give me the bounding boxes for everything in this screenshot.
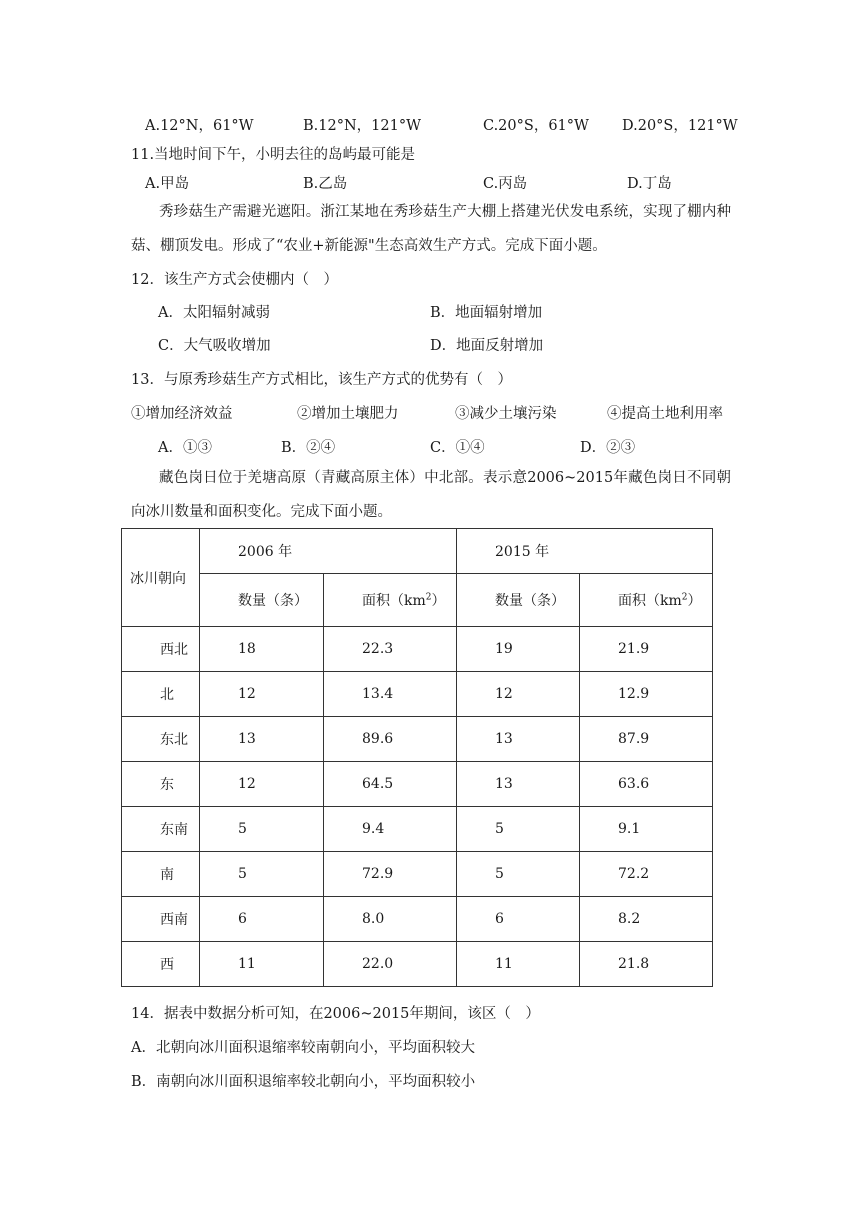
q10-option-d: D.20°S，121°W (622, 118, 738, 134)
area-2006-cell: 8.0 (324, 897, 457, 942)
area-2015-cell: 8.2 (580, 897, 713, 942)
direction-cell: 东南 (122, 807, 200, 852)
table-row (122, 717, 713, 762)
area-2015-cell: 87.9 (580, 717, 713, 762)
passage-mushroom: 秀珍菇生产需避光遮阳。浙江某地在秀珍菇生产大棚上搭建光伏发电系统，实现了棚内种菇、棚顶发电。形成了“农业+新能源"生态高效生产方式。完成下面小题。 (131, 204, 731, 254)
area-2015-cell: 72.2 (580, 852, 713, 897)
q13-option-c: C．①④ (430, 440, 485, 456)
table-year-2015: 2015 年 (457, 529, 713, 574)
area-2015-cell: 63.6 (580, 762, 713, 807)
header-area-2006: 面积$(km^2)$ (324, 574, 457, 627)
table-row (122, 762, 713, 807)
table-row (122, 807, 713, 852)
q13-stem: 13．与原秀珍菇生产方式相比，该生产方式的优势有（ ） (131, 372, 512, 388)
area-2006-cell: 22.0 (324, 942, 457, 987)
direction-cell: 西南 (122, 897, 200, 942)
count-2015-cell: 13 (457, 762, 580, 807)
table-body (122, 627, 713, 987)
area-2006-cell: 22.3 (324, 627, 457, 672)
passage-glacier: 藏色岗日位于羌塘高原（青藏高原主体）中北部。表示意2006~2015年藏色岗日不同朝向冰川数量和面积变化。完成下面小题。 (131, 470, 731, 520)
q11-option-d: D.丁岛 (627, 176, 672, 192)
q13-option-a: A．①③ (158, 440, 212, 456)
header-count-2006: 数量（条） (200, 574, 324, 627)
q10-option-c: C.20°S，61°W (483, 118, 589, 134)
count-2015-cell: 6 (457, 897, 580, 942)
q13-item-4: ④提高土地利用率 (607, 406, 723, 422)
count-2006-cell: 12 (200, 762, 324, 807)
count-2015-cell: 13 (457, 717, 580, 762)
q13-option-d: D．②③ (580, 440, 636, 456)
q13-option-b: B．②④ (281, 440, 336, 456)
count-2006-cell: 11 (200, 942, 324, 987)
count-2006-cell: 13 (200, 717, 324, 762)
direction-cell: 东北 (122, 717, 200, 762)
q10-option-b: B.12°N，121°W (303, 118, 421, 134)
area-2006-cell: 72.9 (324, 852, 457, 897)
count-2015-cell: 5 (457, 852, 580, 897)
count-2006-cell: 6 (200, 897, 324, 942)
count-2006-cell: 5 (200, 852, 324, 897)
q12-option-a: A．太阳辐射减弱 (158, 305, 270, 321)
table-row (122, 627, 713, 672)
q12-option-b: B．地面辐射增加 (430, 305, 543, 321)
table-corner-header: 冰川朝向 (122, 529, 200, 627)
count-2015-cell: 12 (457, 672, 580, 717)
q12-option-c: C．大气吸收增加 (158, 338, 271, 354)
q13-item-3: ③减少土壤污染 (455, 406, 557, 422)
q12-option-d: D．地面反射增加 (430, 338, 544, 354)
count-2006-cell: 12 (200, 672, 324, 717)
area-2006-cell: 89.6 (324, 717, 457, 762)
q11-stem: 11.当地时间下午，小明去往的岛屿最可能是 (131, 147, 416, 163)
area-2015-cell: 21.8 (580, 942, 713, 987)
header-count-2015: 数量（条） (457, 574, 580, 627)
direction-cell: 南 (122, 852, 200, 897)
area-2006-cell: 9.4 (324, 807, 457, 852)
table-row (122, 897, 713, 942)
area-2006-cell: 64.5 (324, 762, 457, 807)
table-year-2006: 2006 年 (200, 529, 457, 574)
direction-cell: 西 (122, 942, 200, 987)
area-2015-cell: 21.9 (580, 627, 713, 672)
count-2015-cell: 5 (457, 807, 580, 852)
direction-cell: 北 (122, 672, 200, 717)
q11-option-c: C.丙岛 (483, 176, 528, 192)
q12-stem: 12．该生产方式会使棚内（ ） (131, 272, 338, 288)
direction-cell: 西北 (122, 627, 200, 672)
q14-option-b: B．南朝向冰川面积退缩率较北朝向小，平均面积较小 (131, 1074, 476, 1090)
count-2006-cell: 5 (200, 807, 324, 852)
q14-stem: 14．据表中数据分析可知，在2006~2015年期间，该区（ ） (131, 1006, 540, 1022)
q13-item-2: ②增加土壤肥力 (297, 406, 399, 422)
area-2006-cell: 13.4 (324, 672, 457, 717)
count-2006-cell: 18 (200, 627, 324, 672)
table-row (122, 672, 713, 717)
q11-option-a: A.甲岛 (145, 176, 190, 192)
table-row (122, 942, 713, 987)
q10-option-a: A.12°N，61°W (145, 118, 254, 134)
area-2015-cell: 9.1 (580, 807, 713, 852)
area-2015-cell: 12.9 (580, 672, 713, 717)
q11-option-b: B.乙岛 (303, 176, 348, 192)
header-area-2015: 面积$(km^2)$ (580, 574, 713, 627)
q14-option-a: A．北朝向冰川面积退缩率较南朝向小，平均面积较大 (131, 1040, 475, 1056)
count-2015-cell: 19 (457, 627, 580, 672)
q13-item-1: ①增加经济效益 (131, 406, 233, 422)
direction-cell: 东 (122, 762, 200, 807)
glacier-table (121, 528, 713, 987)
table-row (122, 852, 713, 897)
count-2015-cell: 11 (457, 942, 580, 987)
